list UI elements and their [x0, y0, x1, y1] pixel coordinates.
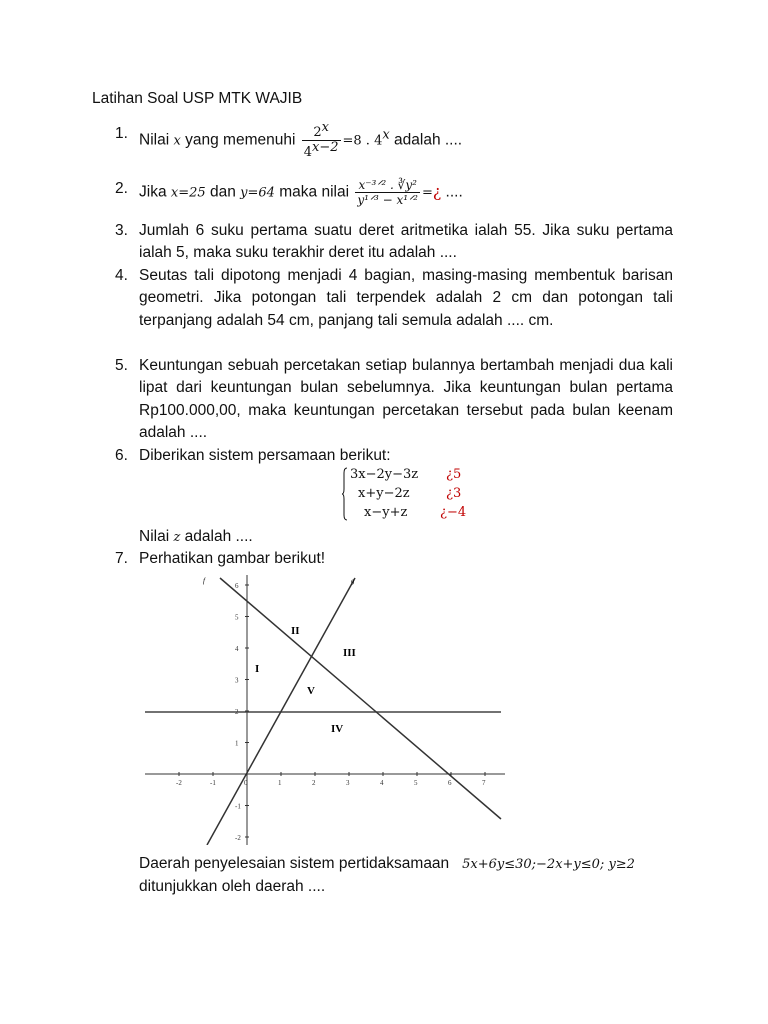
x-tick-label: 1 — [278, 779, 282, 787]
y-tick-label: 3 — [235, 676, 239, 685]
x-tick-label: 7 — [482, 779, 486, 787]
equation-rhs: ¿5 — [446, 467, 462, 482]
question-number: 1. — [115, 125, 128, 142]
y-tick-label: 4 — [235, 645, 239, 653]
question-text: Jumlah 6 suku pertama suatu deret aritmetika ialah 55. Jika suku pertama ialah 5, maka suku terakhir deret itu adalah .... — [139, 222, 673, 262]
page-title: Latihan Soal USP MTK WAJIB — [92, 90, 303, 107]
region-label-II: II — [291, 625, 300, 637]
equation-lhs: x+y−2z — [358, 486, 410, 501]
coordinate-graph — [145, 575, 505, 845]
y-tick-label: -2 — [235, 834, 241, 842]
equation-lhs: x−y+z — [364, 505, 408, 520]
math-var: z — [173, 530, 181, 545]
region-label-IV: IV — [331, 723, 344, 735]
worksheet-page: Latihan Soal USP MTK WAJIB 1. Nilai x yang memenuhi $\frac{2^x}{4^{x-2}}$ =8 . 4$^x$ adalah .... 2. Jika x=25 dan y=64 maka nilai $\frac{\text{x⁻³ᐟ² . ∛y²}}{\text{y¹ᐟ³ − x¹ᐟ²}}$ =¿ .... 3. Jumlah 6 suku pertama suatu deret aritmetika ialah 55. Jika suku pertama ialah 5, maka suku terakhir deret itu adalah .... 4. Seutas tali dipotong menjadi 4 bagian, masing-masing membentuk barisan geometri. Jika potongan tali terpendek adalah 2 cm dan potongan tali terpanjang adalah 54 cm, panjang tali semula adalah .... cm. 5. Keuntungan sebuah percetakan setiap bulannya bertambah menjadi dua kali lipat dari keuntungan bulan sebelumnya. Jika keuntungan bulan pertama Rp100.000,00, maka keuntungan percetakan tersebut pada bulan keenam adalah .... 6. Diberikan sistem persamaan berikut: 3x−2y−3z ¿5 x+y−2z ¿3 x−y+z ¿−4 Nilai z adalah .... 7. Perhatikan gambar berikut! -2 -1 0 1 2 3 4 5 6 7 6 5 4 3 2 1 -1 -2 f g I II III IV V Daerah penyelesaian sistem pertidaksamaan 5x+6y≤30;−2x+y≤0; y≥2 ditunjukkan oleh daerah .... — [92, 90, 673, 896]
y-tick-label: 1 — [235, 739, 239, 748]
text: maka nilai — [279, 183, 350, 201]
x-tick-label: 5 — [414, 779, 418, 787]
fraction: $\frac{\text{x⁻³ᐟ² . ∛y²}}{\text{y¹ᐟ³ − x¹ᐟ²}}$ — [357, 178, 418, 207]
math-var: x — [173, 133, 181, 149]
question-text: Diberikan sistem persamaan berikut: — [139, 447, 391, 464]
question-number: 7. — [115, 550, 128, 567]
x-tick-label: 2 — [312, 779, 316, 787]
region-label-I: I — [255, 663, 260, 675]
text: Daerah penyelesaian sistem pertidaksamaan — [139, 855, 450, 872]
question-number: 2. — [115, 180, 128, 197]
x-tick-label: 4 — [380, 779, 384, 787]
question-text: Seutas tali dipotong menjadi 4 bagian, masing-masing membentuk barisan geometri. Jika potongan tali terpendek adalah 2 cm dan potongan tali terpanjang adalah 54 cm, panjang tali semula adalah .... cm. — [139, 267, 673, 329]
text: yang memenuhi — [185, 131, 296, 149]
x-tick-label: 6 — [448, 779, 452, 787]
x-tick-label: 0 — [244, 779, 248, 787]
fraction: $\frac{2^x}{4^{x-2}}$ — [303, 120, 339, 160]
line-f — [220, 578, 501, 819]
text: ditunjukkan oleh daerah .... — [139, 878, 326, 896]
question-number: 6. — [115, 447, 128, 464]
y-tick-label: 6 — [235, 582, 239, 590]
y-tick-label: 2 — [235, 708, 239, 716]
question-number: 4. — [115, 267, 128, 284]
equation-rhs: ¿3 — [446, 486, 462, 501]
text: Jika — [139, 183, 167, 201]
text: .... — [445, 183, 463, 201]
equation-rhs: ¿−4 — [440, 505, 467, 520]
region-label-V: V — [307, 685, 315, 697]
math-expr: y=64 — [240, 185, 275, 201]
question-text: Keuntungan sebuah percetakan setiap bulannya bertambah menjadi dua kali lipat dari keuntungan bulan sebelumnya. Jika keuntungan bulan pertama Rp100.000,00, maka keuntungan percetakan tersebut pada bulan keenam adalah .... — [139, 357, 673, 442]
y-tick-label: 5 — [235, 613, 239, 622]
brace-icon — [342, 467, 348, 521]
x-tick-label: -1 — [210, 779, 216, 787]
text: adalah .... — [394, 131, 463, 149]
placeholder-mark: ¿ — [432, 182, 442, 201]
region-label-III: III — [343, 647, 356, 659]
math-expr: 5x+6y≤30;−2x+y≤0; y≥2 — [462, 857, 635, 872]
line-label-f: f — [203, 577, 205, 585]
text: dan — [209, 183, 236, 201]
math-expr: =8 . 4 — [342, 133, 383, 149]
math-expr: x=25 — [170, 185, 206, 201]
question-number: 3. — [115, 222, 128, 239]
x-tick-label: -2 — [176, 779, 182, 787]
question-text: Perhatikan gambar berikut! — [139, 550, 326, 567]
line-label-g: g — [351, 577, 355, 585]
x-tick-label: 3 — [346, 779, 350, 787]
question-number: 5. — [115, 357, 128, 374]
y-tick-label: -1 — [235, 802, 241, 811]
text: Nilai — [139, 131, 170, 149]
equation-lhs: 3x−2y−3z — [350, 467, 419, 482]
